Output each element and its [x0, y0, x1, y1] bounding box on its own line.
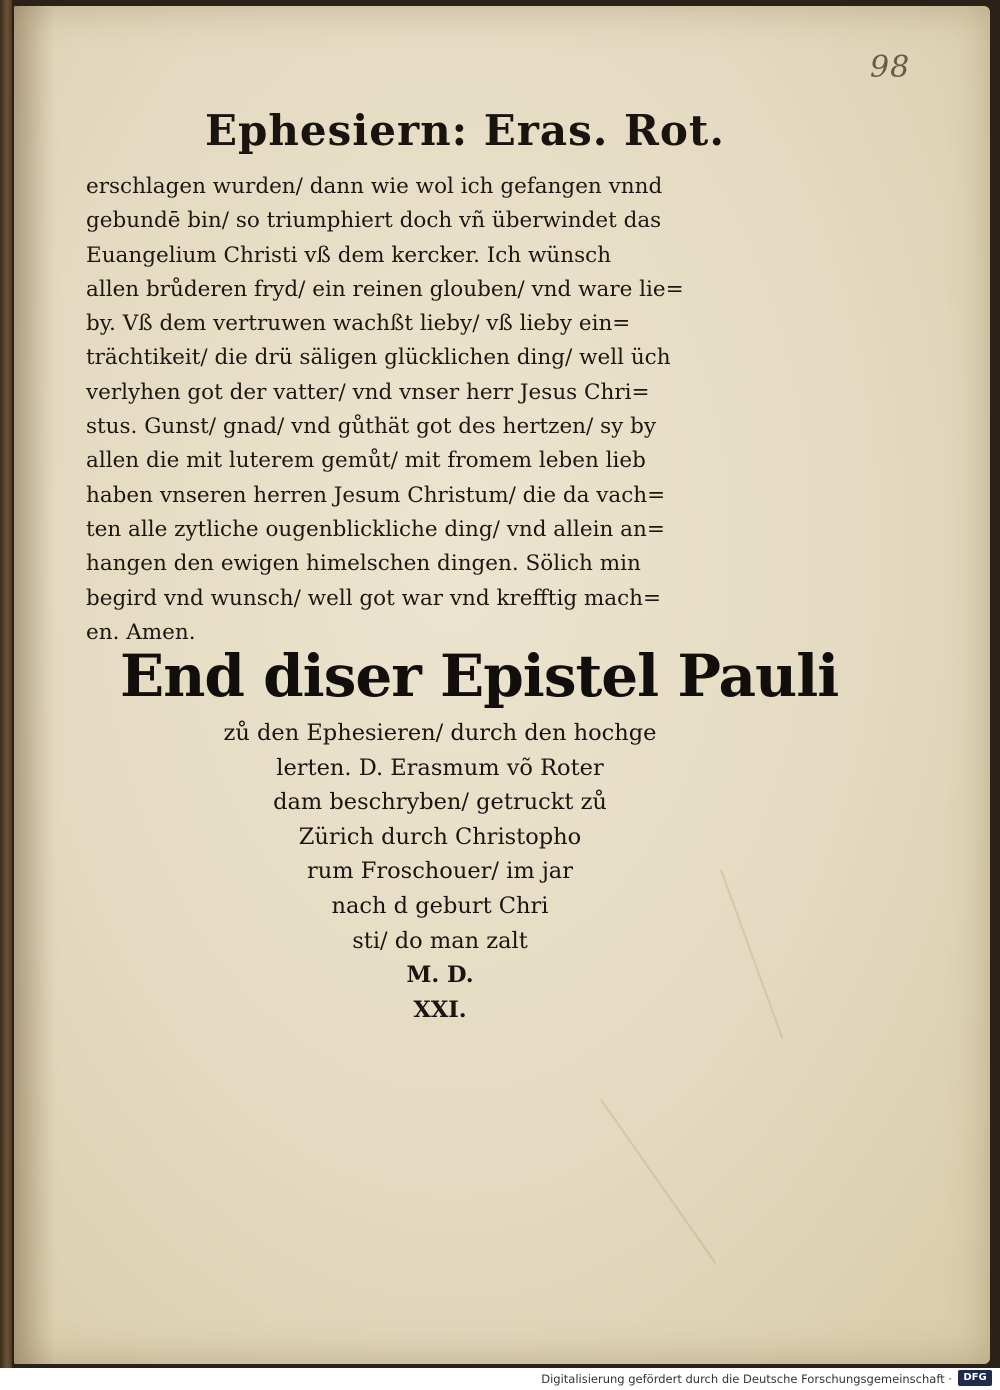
page-gutter-shadow	[14, 6, 54, 1364]
colophon	[140, 716, 740, 1027]
text-line: hangen den ewigen himelschen dingen. Sölich min	[86, 551, 641, 577]
text-line: verlyhen got der vatter/ vnd vnser herr Jesus Chri=	[86, 379, 650, 405]
text-line: by. Vß dem vertruwen wachßt lieby/ vß lieby ein=	[86, 311, 631, 337]
text-line: erschlagen wurden/ dann wie wol ich gefangen vnnd	[86, 174, 663, 199]
colophon-line: rum Froschouer/ im jar	[307, 858, 573, 885]
colophon-line: lerten. D. Erasmum võ Roter	[276, 754, 604, 781]
folio-number: 98	[870, 50, 911, 85]
text-line: Euangelium Christi vß dem kercker. Ich wünsch	[86, 242, 612, 268]
colophon-line: zů den Ephesieren/ durch den hochge	[223, 720, 657, 746]
text-line: begird vnd wunsch/ well got war vnd krefftig mach=	[86, 585, 662, 611]
text-line: ten alle zytliche ougenblickliche ding/ vnd allein an=	[86, 516, 665, 542]
text-line: haben vnseren herren Jesum Christum/ die da vach=	[86, 482, 666, 508]
text-line: gebundē bin/ so triumphiert doch vñ überwindet das	[86, 208, 662, 234]
colophon-year-line: M. D.	[406, 962, 474, 989]
colophon-line: nach d geburt Chri	[331, 892, 549, 919]
text-line: en. Amen.	[86, 619, 196, 645]
funding-credit: Digitalisierung gefördert durch die Deutsche Forschungsgemeinschaft ·	[541, 1372, 952, 1386]
book-binding-edge	[0, 0, 12, 1368]
text-line: allen die mit luterem gemůt/ mit fromem leben lieb	[86, 448, 646, 474]
colophon-year-line: XXI.	[413, 996, 467, 1023]
running-head: Ephesiern: Eras. Rot.	[205, 106, 725, 155]
text-line: trächtikeit/ die drü säligen glücklichen ding/ well üch	[86, 345, 671, 371]
colophon-title: End diser Epistel Pauli	[120, 642, 839, 710]
colophon-line: dam beschryben/ getruckt zů	[273, 789, 607, 816]
body-text	[86, 170, 726, 650]
dfg-logo: DFG	[958, 1370, 992, 1386]
colophon-line: sti/ do man zalt	[352, 927, 528, 954]
text-line: stus. Gunst/ gnad/ vnd gůthät got des hertzen/ sy by	[86, 414, 657, 440]
colophon-line: Zürich durch Christopho	[298, 823, 582, 850]
text-line: allen brůderen fryd/ ein reinen glouben/ vnd ware lie=	[86, 276, 684, 302]
